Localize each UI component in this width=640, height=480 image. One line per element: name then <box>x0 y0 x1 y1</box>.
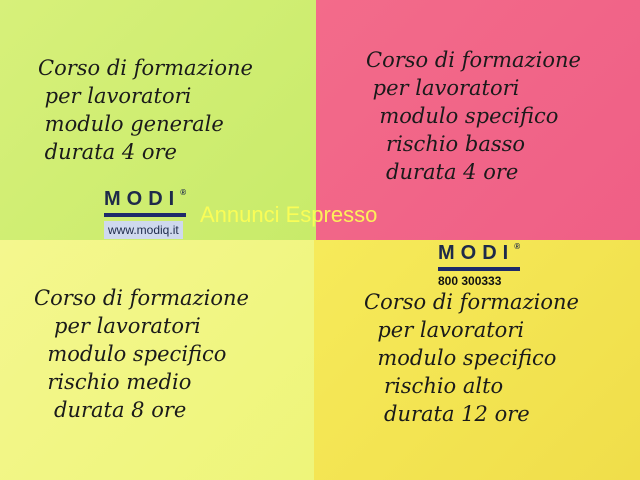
logo-underline <box>104 213 186 217</box>
logo-underline <box>438 267 520 271</box>
modi-logo-website <box>104 188 186 239</box>
note-text-high-risk: Corso di formazione per lavoratori modulo specifico rischio alto durata 12 ore <box>364 290 579 426</box>
sticky-note-medium-risk <box>0 240 314 480</box>
phone-number: 800 300333 <box>438 274 502 288</box>
logo-wordmark: MODI® <box>438 242 521 264</box>
logo-wordmark: MODI® <box>104 188 187 210</box>
website-label: www.modiq.it <box>104 221 183 239</box>
modi-logo-phone <box>438 242 520 288</box>
note-text-medium-risk: Corso di formazione per lavoratori modulo specifico rischio medio durata 8 ore <box>34 286 249 422</box>
watermark-text: Annunci Espresso <box>200 202 378 227</box>
note-text-general: Corso di formazione per lavoratori modulo generale durata 4 ore <box>38 56 253 164</box>
sticky-note-high-risk <box>314 240 640 480</box>
note-text-low-risk: Corso di formazione per lavoratori modulo specifico rischio basso durata 4 ore <box>366 48 581 184</box>
